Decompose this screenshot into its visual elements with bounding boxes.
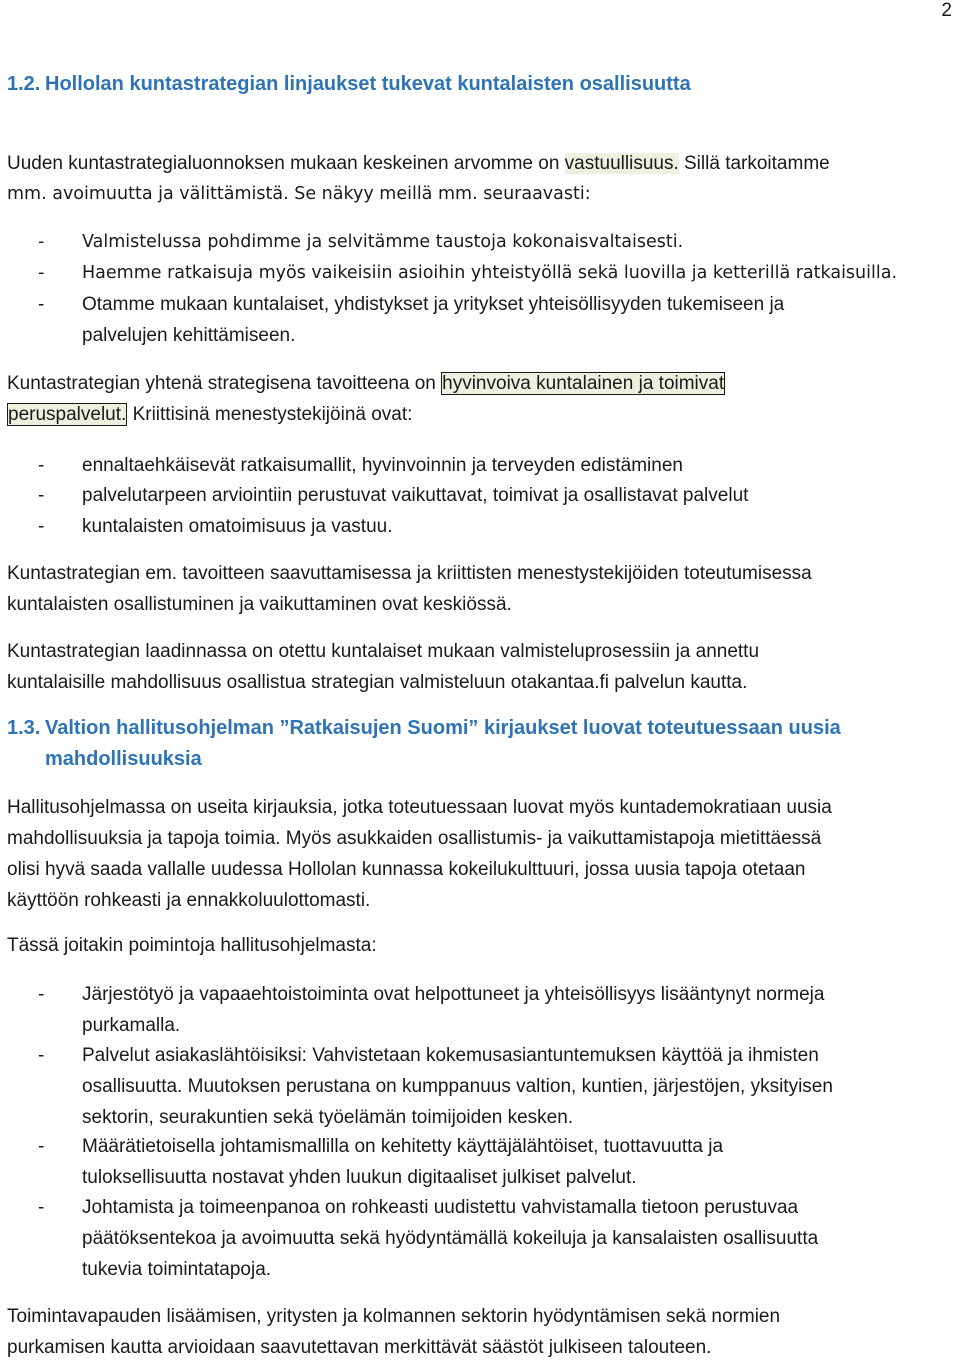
list-item xyxy=(38,450,948,481)
list-item-text: osallisuutta. Muutoksen perustana on kumppanuus valtion, kuntien, järjestöjen, yksityisen xyxy=(82,1076,833,1097)
paragraph-values xyxy=(7,148,948,210)
section-heading-1-2 xyxy=(7,69,691,100)
list-item xyxy=(38,1040,948,1133)
list-item xyxy=(38,480,948,511)
list-item-text: Määrätietoisella johtamismallilla on kehitetty käyttäjälähtöiset, tuottavuutta ja xyxy=(82,1136,724,1157)
list-item xyxy=(38,979,948,1041)
list-item-text: ennaltaehkäisevät ratkaisumallit, hyvinvoinnin ja terveyden edistäminen xyxy=(82,455,683,476)
paragraph-preparation xyxy=(7,636,948,698)
text-line: Hallitusohjelmassa on useita kirjauksia, jotka toteutuessaan luovat myös kuntademokratiaan uusia xyxy=(7,797,832,818)
text-run: Uuden kuntastrategialuonnoksen mukaan keskeinen arvomme on xyxy=(7,153,565,174)
list-dash: - xyxy=(38,263,45,283)
section-title: mahdollisuuksia xyxy=(45,748,202,770)
text-line: Toimintavapauden lisäämisen, yritysten ja kolmannen sektorin hyödyntämisen sekä normien xyxy=(7,1306,781,1327)
list-dash: - xyxy=(38,1197,45,1218)
text-run: Kriittisinä menestystekijöinä ovat: xyxy=(127,404,413,425)
boxed-goal: hyvinvoiva kuntalainen ja toimivat xyxy=(442,373,725,394)
paragraph-government-program xyxy=(7,792,948,916)
list-item xyxy=(38,289,948,351)
list-dash: - xyxy=(38,232,45,252)
list-dash: - xyxy=(38,485,45,506)
list-item xyxy=(38,511,948,542)
paragraph-excerpts-intro xyxy=(7,930,948,961)
section-number: 1.3. xyxy=(7,717,41,739)
section-title: Hollolan kuntastrategian linjaukset tukevat kuntalaisten osallisuutta xyxy=(45,73,691,95)
list-dash: - xyxy=(38,294,45,315)
list-item xyxy=(38,227,948,258)
text-line: kuntalaisille mahdollisuus osallistua strategian valmisteluun otakantaa.fi palvelun kautta. xyxy=(7,672,748,693)
list-item-text: kuntalaisten omatoimisuus ja vastuu. xyxy=(82,516,393,537)
text-run: Kuntastrategian yhtenä strategisena tavoitteena on xyxy=(7,373,442,394)
list-item xyxy=(38,1192,948,1285)
paragraph-savings xyxy=(7,1301,948,1363)
paragraph-participation xyxy=(7,558,948,620)
page-number: 2 xyxy=(941,0,952,21)
list-dash: - xyxy=(38,1136,45,1157)
paragraph-strategy-goal xyxy=(7,368,948,430)
list-item-text: sektorin, seurakuntien sekä työelämän toimijoiden kesken. xyxy=(82,1107,574,1128)
text-line: Kuntastrategian em. tavoitteen saavuttamisessa ja kriittisten menestystekijöiden toteutumisessa xyxy=(7,563,812,584)
list-item-text: Otamme mukaan kuntalaiset, yhdistykset ja yritykset yhteisöllisyyden tukemiseen ja xyxy=(82,294,785,315)
list-item-text: päätöksentekoa ja avoimuutta sekä hyödyntämällä kokeiluja ja kansalaisten osallisuutta xyxy=(82,1228,819,1249)
text-line: Tässä joitakin poimintoja hallitusohjelmasta: xyxy=(7,935,377,956)
list-item xyxy=(38,258,948,289)
list-item-text: palvelujen kehittämiseen. xyxy=(82,325,296,346)
boxed-goal: peruspalvelut. xyxy=(8,404,127,425)
list-item-text: purkamalla. xyxy=(82,1015,181,1036)
list-dash: - xyxy=(38,455,45,476)
text-line: purkamisen kautta arvioidaan saavutettavan merkittävät säästöt julkiseen talouteen. xyxy=(7,1337,712,1358)
highlight-vastuullisuus: vastuullisuus. xyxy=(564,153,679,174)
list-item-text: Haemme ratkaisuja myös vaikeisiin asioihin yhteistyöllä sekä luovilla ja ketterillä ratkaisuilla. xyxy=(82,263,898,283)
text-line: olisi hyvä saada vallalle uudessa Hollolan kunnassa kokeilukulttuuri, jossa uusia tapoja otetaan xyxy=(7,859,806,880)
list-item-text: Järjestötyö ja vapaaehtoistoiminta ovat helpottuneet ja yhteisöllisyys lisääntynyt normeja xyxy=(82,984,825,1005)
section-title: Valtion hallitusohjelman ”Ratkaisujen Suomi” kirjaukset luovat toteutuessaan uusia xyxy=(45,717,841,739)
list-dash: - xyxy=(38,984,45,1005)
list-item-text: Palvelut asiakaslähtöisiksi: Vahvistetaan kokemusasiantuntemuksen käyttöä ja ihmisten xyxy=(82,1045,819,1066)
list-item-text: palvelutarpeen arviointiin perustuvat vaikuttavat, toimivat ja osallistavat palvelut xyxy=(82,485,749,506)
text-line: mm. avoimuutta ja välittämistä. Se näkyy meillä mm. seuraavasti: xyxy=(7,184,591,204)
list-item-text: Johtamista ja toimeenpanoa on rohkeasti uudistettu vahvistamalla tietoon perustuvaa xyxy=(82,1197,799,1218)
list-item-text: Valmistelussa pohdimme ja selvitämme taustoja kokonaisvaltaisesti. xyxy=(82,232,684,252)
section-number: 1.2. xyxy=(7,73,41,95)
text-line: käyttöön rohkeasti ja ennakkoluulottomasti. xyxy=(7,890,371,911)
list-item-text: tuloksellisuutta nostavat yhden luukun digitaaliset julkiset palvelut. xyxy=(82,1167,637,1188)
list-dash: - xyxy=(38,1045,45,1066)
list-item xyxy=(38,1131,948,1193)
section-heading-1-3 xyxy=(7,713,841,775)
text-line: kuntalaisten osallistuminen ja vaikuttaminen ovat keskiössä. xyxy=(7,594,512,615)
text-line: Kuntastrategian laadinnassa on otettu kuntalaiset mukaan valmisteluprosessiin ja annettu xyxy=(7,641,760,662)
list-dash: - xyxy=(38,516,45,537)
text-run: Sillä tarkoitamme xyxy=(678,153,830,174)
text-line: mahdollisuuksia ja tapoja toimia. Myös asukkaiden osallistumis- ja vaikuttamistapoja mietittäessä xyxy=(7,828,822,849)
list-item-text: tukevia toimintatapoja. xyxy=(82,1259,272,1280)
